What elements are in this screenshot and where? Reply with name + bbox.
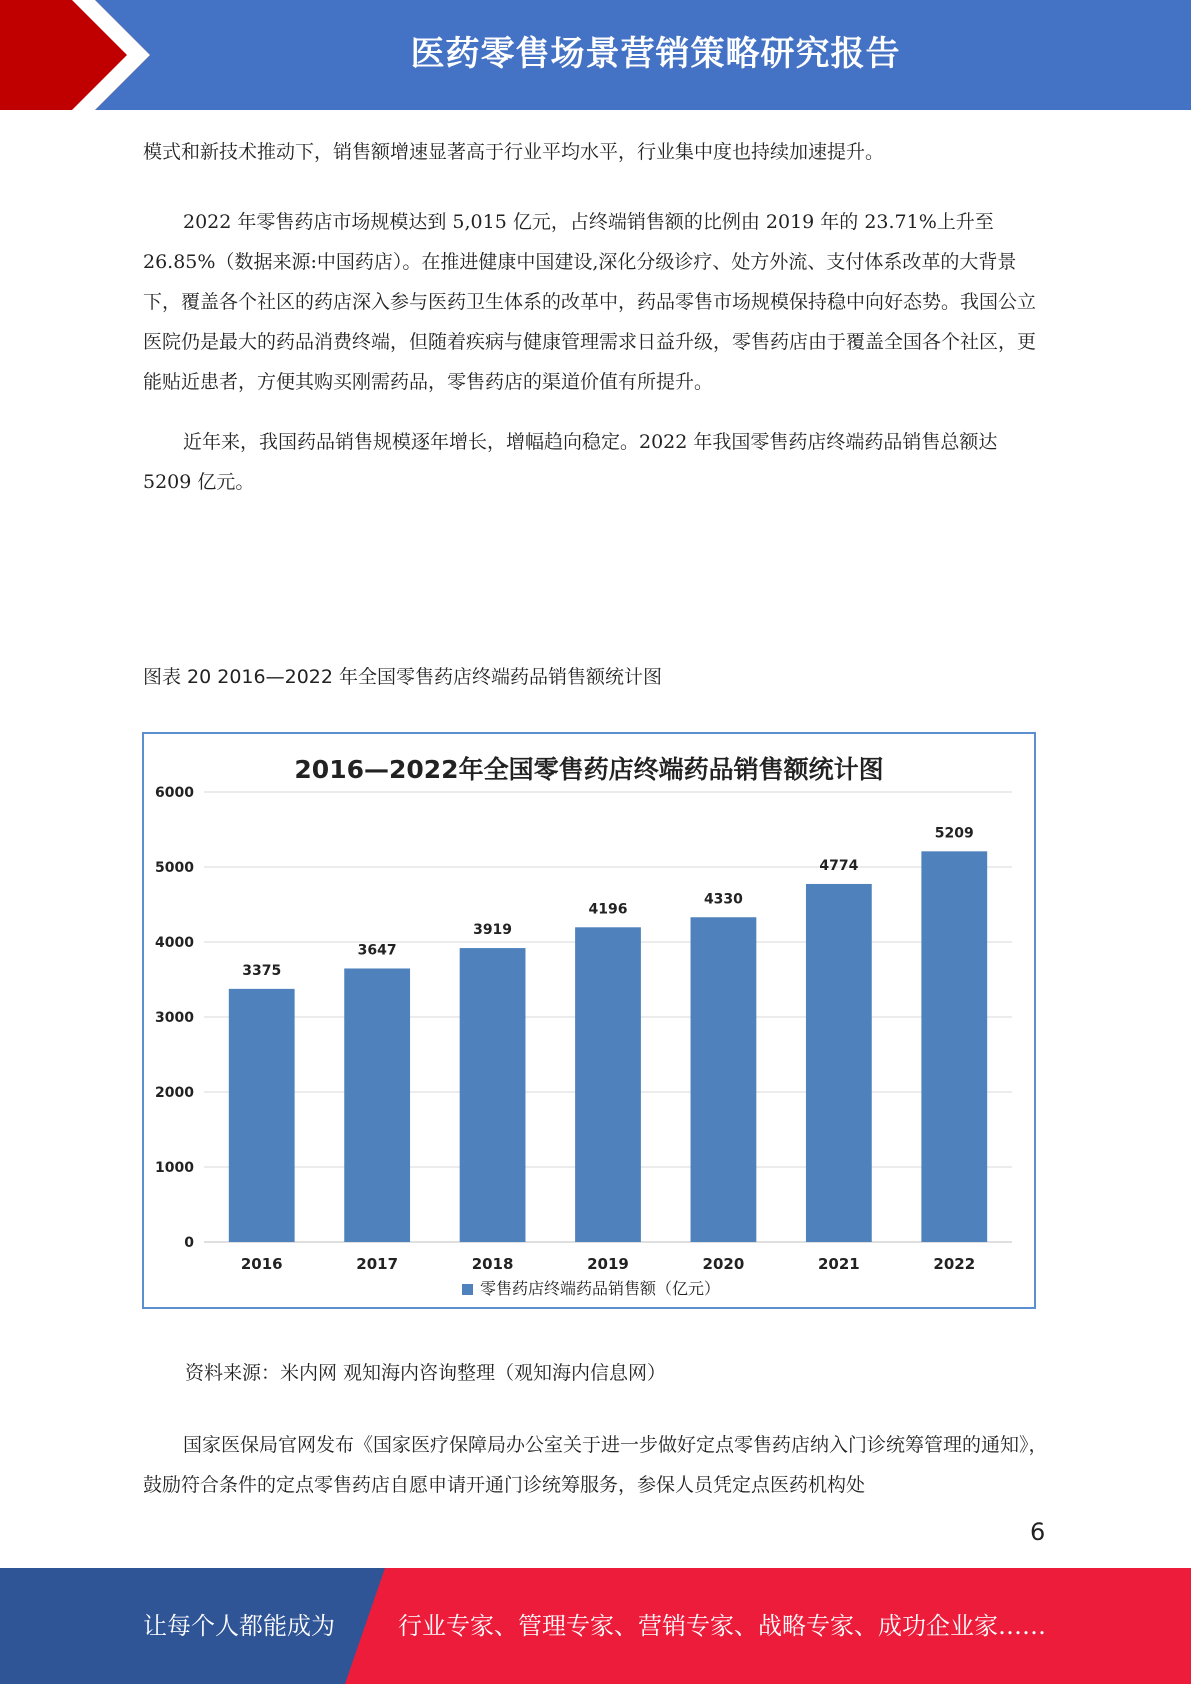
bar-2017 [344, 968, 410, 1242]
y-tick-label: 0 [184, 1235, 194, 1251]
footer-slogan-right: 行业专家、管理专家、营销专家、战略专家、成功企业家…… [398, 1612, 1046, 1640]
source-note: 资料来源：米内网 观知海内咨询整理（观知海内信息网） [185, 1362, 667, 1384]
paragraph-3: 近年来，我国药品销售规模逐年增长，增幅趋向稳定。2022 年我国零售药店终端药品销售总额达 5209 亿元。 [143, 431, 998, 493]
bar-2021 [806, 884, 872, 1242]
y-tick-label: 6000 [155, 785, 194, 801]
x-tick-label: 2020 [702, 1255, 745, 1273]
chart-title: 2016—2022年全国零售药店终端药品销售额统计图 [294, 755, 884, 784]
page-footer [0, 1568, 1191, 1684]
data-label-2016: 3375 [242, 962, 282, 979]
chart-canvas [144, 734, 1034, 1307]
report-title: 医药零售场景营销策略研究报告 [410, 34, 901, 74]
data-label-2019: 4196 [588, 901, 628, 918]
paragraph-after: 国家医保局官网发布《国家医疗保障局办公室关于进一步做好定点零售药店纳入门诊统筹管理的通知》，鼓励符合条件的定点零售药店自愿申请开通门诊统筹服务，参保人员凭定点医药机构处 [143, 1434, 1048, 1496]
figure-caption: 图表 20 2016—2022 年全国零售药店终端药品销售额统计图 [143, 666, 663, 688]
data-label-2018: 3919 [473, 922, 513, 939]
paragraph-2: 2022 年零售药店市场规模达到 5,015 亿元，占终端销售额的比例由 2019 年的 23.71%上升至 26.85%（数据来源:中国药店）。在推进健康中国建设,深化分级诊疗、处方外流、支付体系改革的大背景下，覆盖各个社区的药店深入参与医药卫生体系的改革中，药品零售市场规模保持稳中向好态势。我国公立医院仍是最大的药品消费终端，但随着疾病与健康管理需求日益升级，零售药店由于覆盖全国各个社区，更能贴近患者，方便其购买刚需药品，零售药店的渠道价值有所提升。 [143, 211, 1037, 393]
bar-chart [142, 732, 1036, 1309]
bar-2022 [921, 851, 987, 1242]
bar-2016 [229, 989, 295, 1242]
bar-2019 [575, 927, 641, 1242]
legend-swatch [462, 1284, 473, 1295]
y-tick-label: 2000 [155, 1085, 194, 1101]
x-tick-label: 2021 [817, 1255, 860, 1273]
x-tick-label: 2017 [356, 1255, 399, 1273]
paragraph-1: 模式和新技术推动下，销售额增速显著高于行业平均水平，行业集中度也持续加速提升。 [143, 141, 885, 163]
x-tick-label: 2019 [587, 1255, 629, 1273]
y-tick-label: 3000 [155, 1010, 194, 1026]
footer-slogan-left: 让每个人都能成为 [143, 1612, 335, 1640]
y-tick-label: 5000 [155, 860, 194, 876]
page-number: 6 [1030, 1518, 1046, 1546]
bar-2018 [460, 948, 526, 1242]
bar-2020 [691, 917, 757, 1242]
x-tick-label: 2016 [240, 1255, 283, 1273]
legend-label: 零售药店终端药品销售额（亿元） [480, 1279, 721, 1298]
data-label-2020: 4330 [703, 891, 743, 908]
x-tick-label: 2022 [933, 1255, 976, 1273]
data-label-2021: 4774 [819, 857, 859, 874]
y-tick-label: 4000 [155, 935, 194, 951]
data-label-2017: 3647 [357, 942, 397, 959]
y-tick-label: 1000 [155, 1160, 194, 1176]
data-label-2022: 5209 [934, 825, 974, 842]
page-header [0, 0, 1191, 110]
x-tick-label: 2018 [471, 1255, 514, 1273]
